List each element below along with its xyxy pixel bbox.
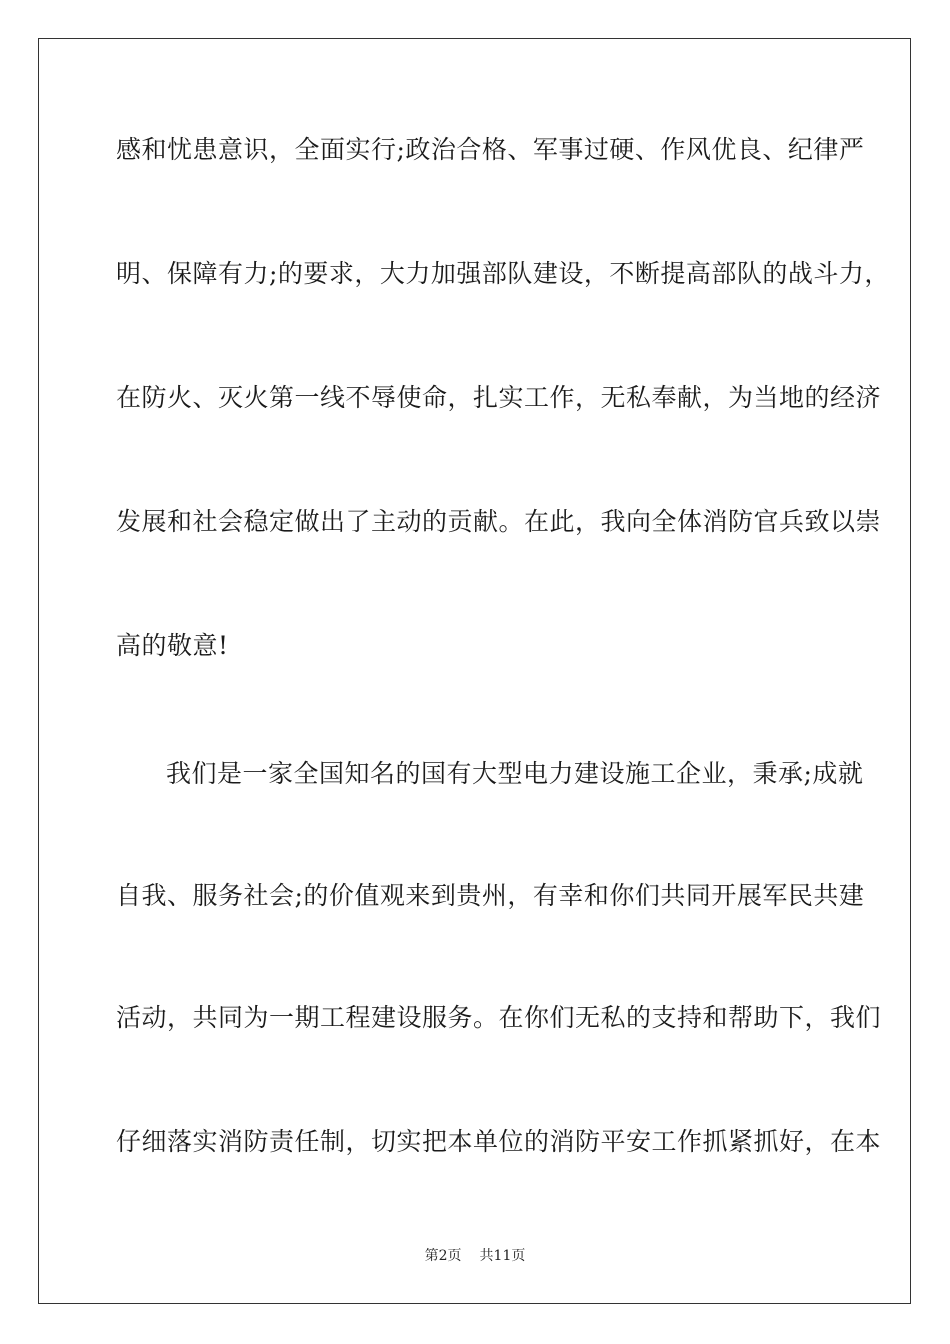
page-footer xyxy=(0,1246,950,1266)
paragraph-line: 高的敬意! xyxy=(116,631,229,660)
page-total: 共11页 xyxy=(479,1248,526,1264)
page-frame xyxy=(38,38,911,1304)
paragraph-line: 我们是一家全国知名的国有大型电力建设施工企业，秉承;成就 xyxy=(166,759,864,788)
paragraph-line: 仔细落实消防责任制，切实把本单位的消防平安工作抓紧抓好，在本 xyxy=(116,1127,882,1156)
paragraph-line: 自我、服务社会;的价值观来到贵州，有幸和你们共同开展军民共建 xyxy=(116,881,865,910)
paragraph-line: 在防火、灭火第一线不辱使命，扎实工作，无私奉献，为当地的经济 xyxy=(116,383,882,412)
paragraph-line: 活动，共同为一期工程建设服务。在你们无私的支持和帮助下，我们 xyxy=(116,1003,882,1032)
paragraph-line: 明、保障有力;的要求，大力加强部队建设，不断提高部队的战斗力， xyxy=(116,259,890,288)
page-number: 第2页 xyxy=(424,1248,462,1264)
paragraph-line: 感和忧患意识，全面实行;政治合格、军事过硬、作风优良、纪律严 xyxy=(116,135,865,164)
paragraph-line: 发展和社会稳定做出了主动的贡献。在此，我向全体消防官兵致以崇 xyxy=(116,507,882,536)
